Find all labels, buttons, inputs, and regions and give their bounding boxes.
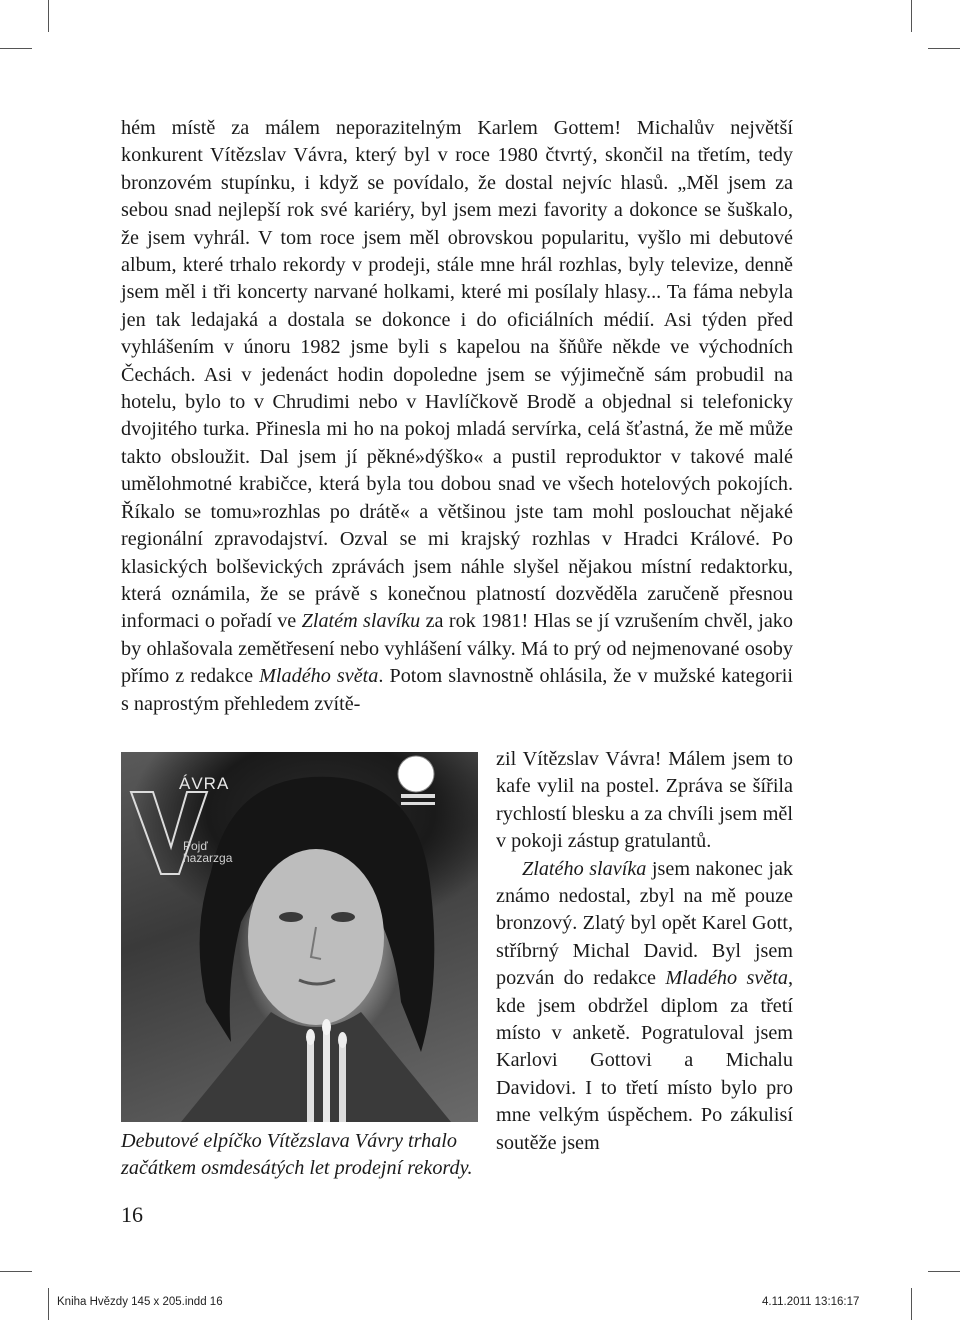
crop-mark [911, 0, 912, 32]
crop-mark [928, 1271, 960, 1272]
slug-file-info: Kniha Hvězdy 145 x 205.indd 16 [57, 1296, 223, 1308]
crop-mark [0, 1271, 32, 1272]
body-text-right-column [496, 746, 793, 1157]
album-title: Pojď hazarzga [183, 839, 233, 865]
crop-mark [911, 1288, 912, 1320]
photo-caption: Debutové elpíčko Vítězslava Vávry trhalo začátkem osmdesátých let prodejní rekordy. [121, 1130, 473, 1180]
crop-mark [48, 1288, 49, 1320]
album-cover-illustration [121, 752, 478, 1122]
album-cover-photo [121, 752, 478, 1122]
crop-mark [48, 0, 49, 32]
paragraph: Zlatého slavíka jsem nakonec jak známo nedostal, zbyl na mě pouze bronzový. Zlatý byl opět Karel Gott, stříbrný Michal David. Byl jsem pozván do redakce Mladého světa, kde jsem obdržel diplom za třetí místo v anketě. Pogratuloval jsem Karlovi Gottovi a Michalu Davidovi. I to třetí místo bylo pro mne velkým úspěchem. Po zákulisí soutěže jsem [496, 857, 793, 1154]
crop-mark [0, 48, 32, 49]
slug-timestamp: 4.11.2011 13:16:17 [762, 1296, 860, 1308]
page-number: 16 [121, 1202, 143, 1227]
paragraph: zil Vítězslav Vávra! Málem jsem to kafe vylil na postel. Zpráva se šířila rychlostí blesku a za chvíli jsem měl v pokoji zástup gratulantů. [496, 748, 793, 853]
crop-mark [928, 48, 960, 49]
album-artist-name: ÁVRA [179, 774, 230, 793]
paragraph: hém místě za málem neporazitelným Karlem Gottem! Michalův největší konkurent Vítězslav Vávra, který byl v roce 1980 čtvrtý, skončil na třetím, tedy bronzovém stupínku, i když se povídalo, že dostal nejvíc hlasů. „Měl jsem za sebou snad nejlepší rok své kariéry, byl jsem mezi favority a dokonce se šuškalo, že jsem vyhrál. V tom roce jsem měl obrovskou popularitu, vyšlo mi debutové album, které trhalo rekordy v prodeji, stále mne hrál rozhlas, byly televize, denně jsem měl i tři koncerty narvané holkami, které mi posílaly hlasy... Ta fáma nebyla jen tak ledajaká a dostala se dokonce i do oficiálních médií. Asi týden před vyhlášením v únoru 1982 jsme byli s kapelou na šňůře někde ve východních Čechách. Asi v jedenáct hodin dopoledne jsem se výjimečně sám probudil na hotelu, bylo to v Chrudimi nebo v Havlíčkově Brodě a objednal si telefonicky dvojitého turka. Přinesla mi ho na pokoj mladá servírka, celá šťastná, že mě může takto obsloužit. Dal jsem jí pěkné»dýško« a pustil reproduktor v takové malé umělohmotné krabičce, která byla tou dobou snad ve všech hotelových pokojích. Říkalo se tomu»rozhlas po drátě« a většinou jste tam mohl poslouchat nějaké regionální zpravodajství. Ozval se mi krajský rozhlas v Hradci Králové. Po klasických bolševických zprávách jsem náhle slyšel nějakou místní redaktorku, která oznámila, že se právě s konečnou platností dozvěděla zaručeně přesnou informaci o pořadí ve Zlatém slavíku za rok 1981! Hlas se jí vzrušením chvěl, jako by ohlašovala zemětřesení nebo vyhlášení války. Má to prý od nejmenované osoby přímo z redakce Mladého světa. Potom slavnostně ohlásila, že v mužské kategorii s naprostým přehledem zvítě- [121, 117, 793, 715]
body-text-top [121, 115, 793, 718]
